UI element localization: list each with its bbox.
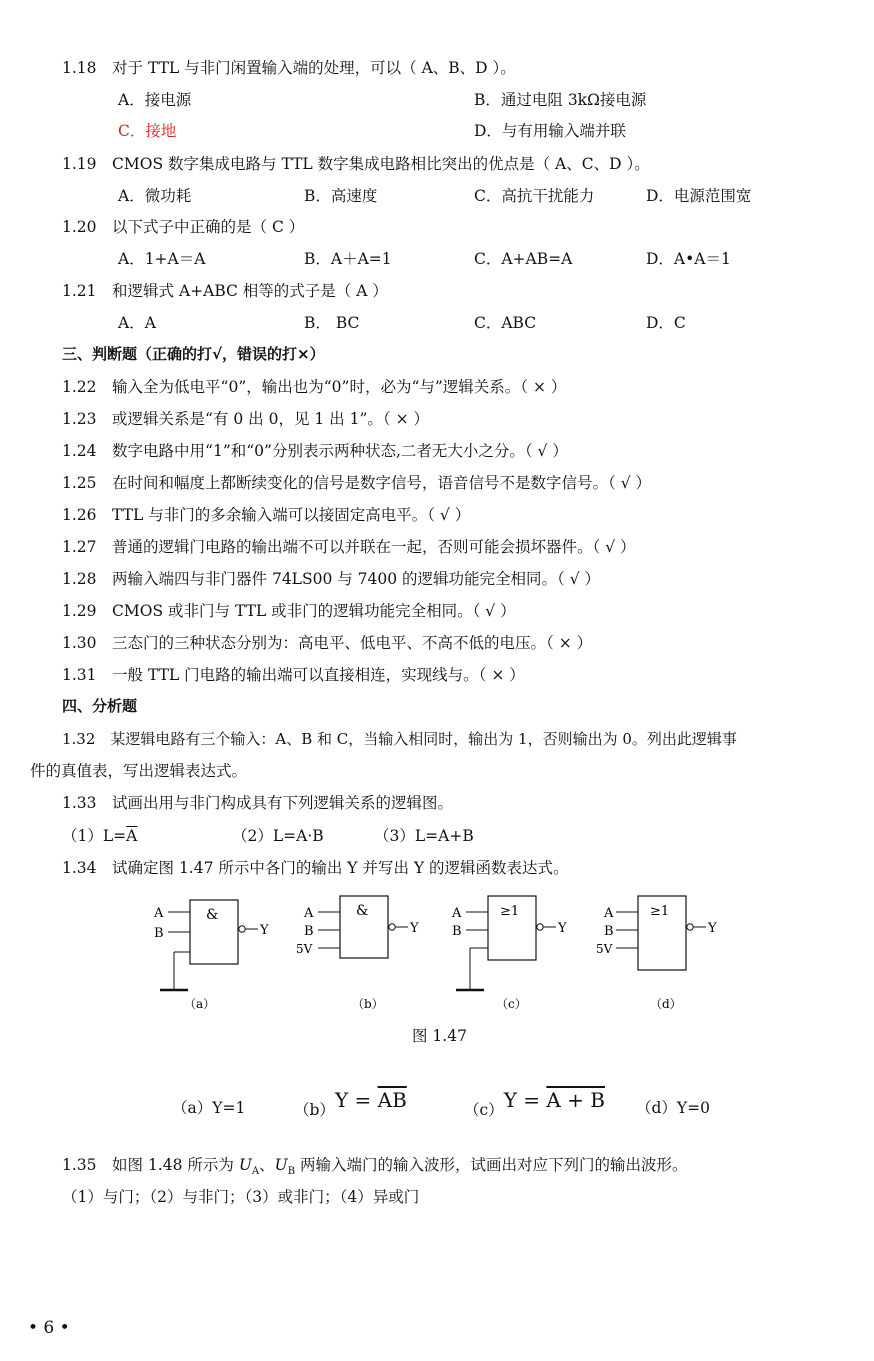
gate-d-in1: A: [604, 906, 614, 921]
gate-a-caption: （a）: [184, 997, 216, 1011]
q118-option-d: D．与有用输入端并联: [474, 122, 626, 140]
gate-b-symbol: &: [356, 903, 369, 919]
q123-text: 1.23 或逻辑关系是“有 0 出 0，见 1 出 1”。（ × ）: [62, 410, 429, 428]
q130-text: 1.30 三态门的三种状态分别为：高电平、低电平、不高不低的电压。（ × ）: [62, 634, 593, 652]
q118-option-c: C．接地: [118, 122, 177, 140]
gate-b-in2: B: [304, 924, 314, 939]
q120-option-b: B．A＋A=1: [304, 250, 392, 268]
q120-option-c: C．A+AB=A: [474, 250, 573, 268]
section4-title: 四、分析题: [62, 697, 138, 715]
gate-d-in3: 5V: [596, 942, 613, 956]
answer-a: （a）Y=1: [172, 1099, 246, 1117]
q132-line2: 件的真值表，写出逻辑表达式。: [30, 762, 248, 780]
q131-text: 1.31 一般 TTL 门电路的输出端可以直接相连，实现线与。（ × ）: [62, 666, 525, 684]
q133-item-2: （2）L=A·B: [232, 827, 324, 845]
q133-item-3: （3）L=A+B: [374, 827, 474, 845]
overline-a: $\overline{A}$: [126, 827, 138, 845]
answer-d: （d）Y=0: [636, 1099, 711, 1117]
q122-text: 1.22 输入全为低电平“0”，输出也为“0”时，必为“与”逻辑关系。（ × ）: [62, 378, 567, 396]
gate-c: [440, 890, 580, 1029]
q119-text: 1.19 CMOS 数字集成电路与 TTL 数字集成电路相比突出的优点是（ A、C、D ）。: [62, 155, 650, 173]
gate-b-out: Y: [410, 921, 419, 936]
q134-text: 1.34 试确定图 1.47 所示中各门的输出 Y 并写出 Y 的逻辑函数表达式。: [62, 859, 569, 877]
overline-a-plus-b: A + B: [546, 1088, 605, 1112]
q119-option-a: A．微功耗: [118, 187, 192, 205]
q135-line1: 1.35 如图 1.48 所示为 $U_A$、$U_B$ 两输入端门的输入波形，试画出对应下列门的输出波形。: [62, 1156, 688, 1178]
q119-option-b: B．高速度: [304, 187, 378, 205]
q132-line1: 1.32 某逻辑电路有三个输入：A、B 和 C，当输入相同时，输出为 1，否则输出为 0。列出此逻辑事: [62, 730, 737, 748]
gate-c-in2: B: [452, 924, 462, 939]
q133-item-1: $(1)L=\overline{A}$: [62, 827, 138, 845]
q135-line2: （1）与门；（2）与非门；（3）或非门；（4）异或门: [62, 1188, 420, 1206]
gate-a-out: Y: [260, 923, 269, 938]
figure-caption: 图 1.47: [412, 1027, 467, 1045]
q121-text: 1.21 和逻辑式 A+ABC 相等的式子是（ A ）: [62, 282, 388, 300]
q121-option-a: A．A: [118, 314, 156, 332]
gate-d-out: Y: [708, 921, 717, 936]
q128-text: 1.28 两输入端四与非门器件 74LS00 与 7400 的逻辑功能完全相同。（ √ ）: [62, 570, 601, 588]
section3-title: 三、判断题（正确的打√，错误的打×）: [62, 345, 325, 363]
q133-text: 1.33 试画出用与非门构成具有下列逻辑关系的逻辑图。: [62, 794, 454, 812]
gate-a-symbol: &: [206, 907, 219, 923]
q124-text: 1.24 数字电路中用“1”和“0”分别表示两种状态,二者无大小之分。（ √ ）: [62, 442, 568, 460]
q121-option-d: D．C: [646, 314, 686, 332]
q126-text: 1.26 TTL 与非门的多余输入端可以接固定高电平。（ √ ）: [62, 506, 471, 524]
q120-option-d: D．A•A＝1: [646, 250, 731, 268]
gate-a-in1: A: [154, 906, 164, 921]
q121-option-b: B． BC: [304, 314, 360, 332]
gate-d-symbol: ≥1: [650, 904, 670, 919]
gate-c-symbol: ≥1: [500, 904, 520, 919]
gate-c-caption: （c）: [496, 997, 527, 1011]
gate-d-caption: （d）: [650, 997, 682, 1011]
q118-option-b: B．通过电阻 3kΩ接电源: [474, 91, 647, 109]
q120-text: 1.20 以下式子中正确的是（ C ）: [62, 218, 305, 236]
page-number: • 6 •: [28, 1318, 70, 1338]
q120-option-a: A．1+A＝A: [118, 250, 206, 268]
q121-option-c: C．ABC: [474, 314, 537, 332]
overline-ab: $\overline{AB}$: [377, 1088, 407, 1112]
q125-text: 1.25 在时间和幅度上都断续变化的信号是数字信号，语音信号不是数字信号。（ √ ）: [62, 474, 652, 492]
gate-b-in3: 5V: [296, 942, 313, 956]
answer-c: （c）Y = A + B: [464, 1088, 605, 1119]
gate-c-in1: A: [452, 906, 462, 921]
q129-text: 1.29 CMOS 或非门与 TTL 或非门的逻辑功能完全相同。（ √ ）: [62, 602, 516, 620]
gate-d: [592, 890, 732, 1029]
gate-b-in1: A: [304, 906, 314, 921]
gate-c-out: Y: [558, 921, 567, 936]
answer-b: $(b)Y = \overline{AB}$: [294, 1088, 407, 1119]
q119-option-c: C．高抗干扰能力: [474, 187, 595, 205]
q118-text: 1.18 对于 TTL 与非门闲置输入端的处理，可以（ A、B、D ）。: [62, 59, 516, 77]
gate-a: [148, 890, 278, 1029]
gate-b-caption: （b）: [352, 997, 384, 1011]
gate-b: [294, 890, 434, 1029]
q118-option-a: A．接电源: [118, 91, 192, 109]
gate-a-in2: B: [154, 926, 164, 941]
q119-option-d: D．电源范围宽: [646, 187, 752, 205]
gate-d-in2: B: [604, 924, 614, 939]
q127-text: 1.27 普通的逻辑门电路的输出端不可以并联在一起，否则可能会损坏器件。（ √ ）: [62, 538, 636, 556]
